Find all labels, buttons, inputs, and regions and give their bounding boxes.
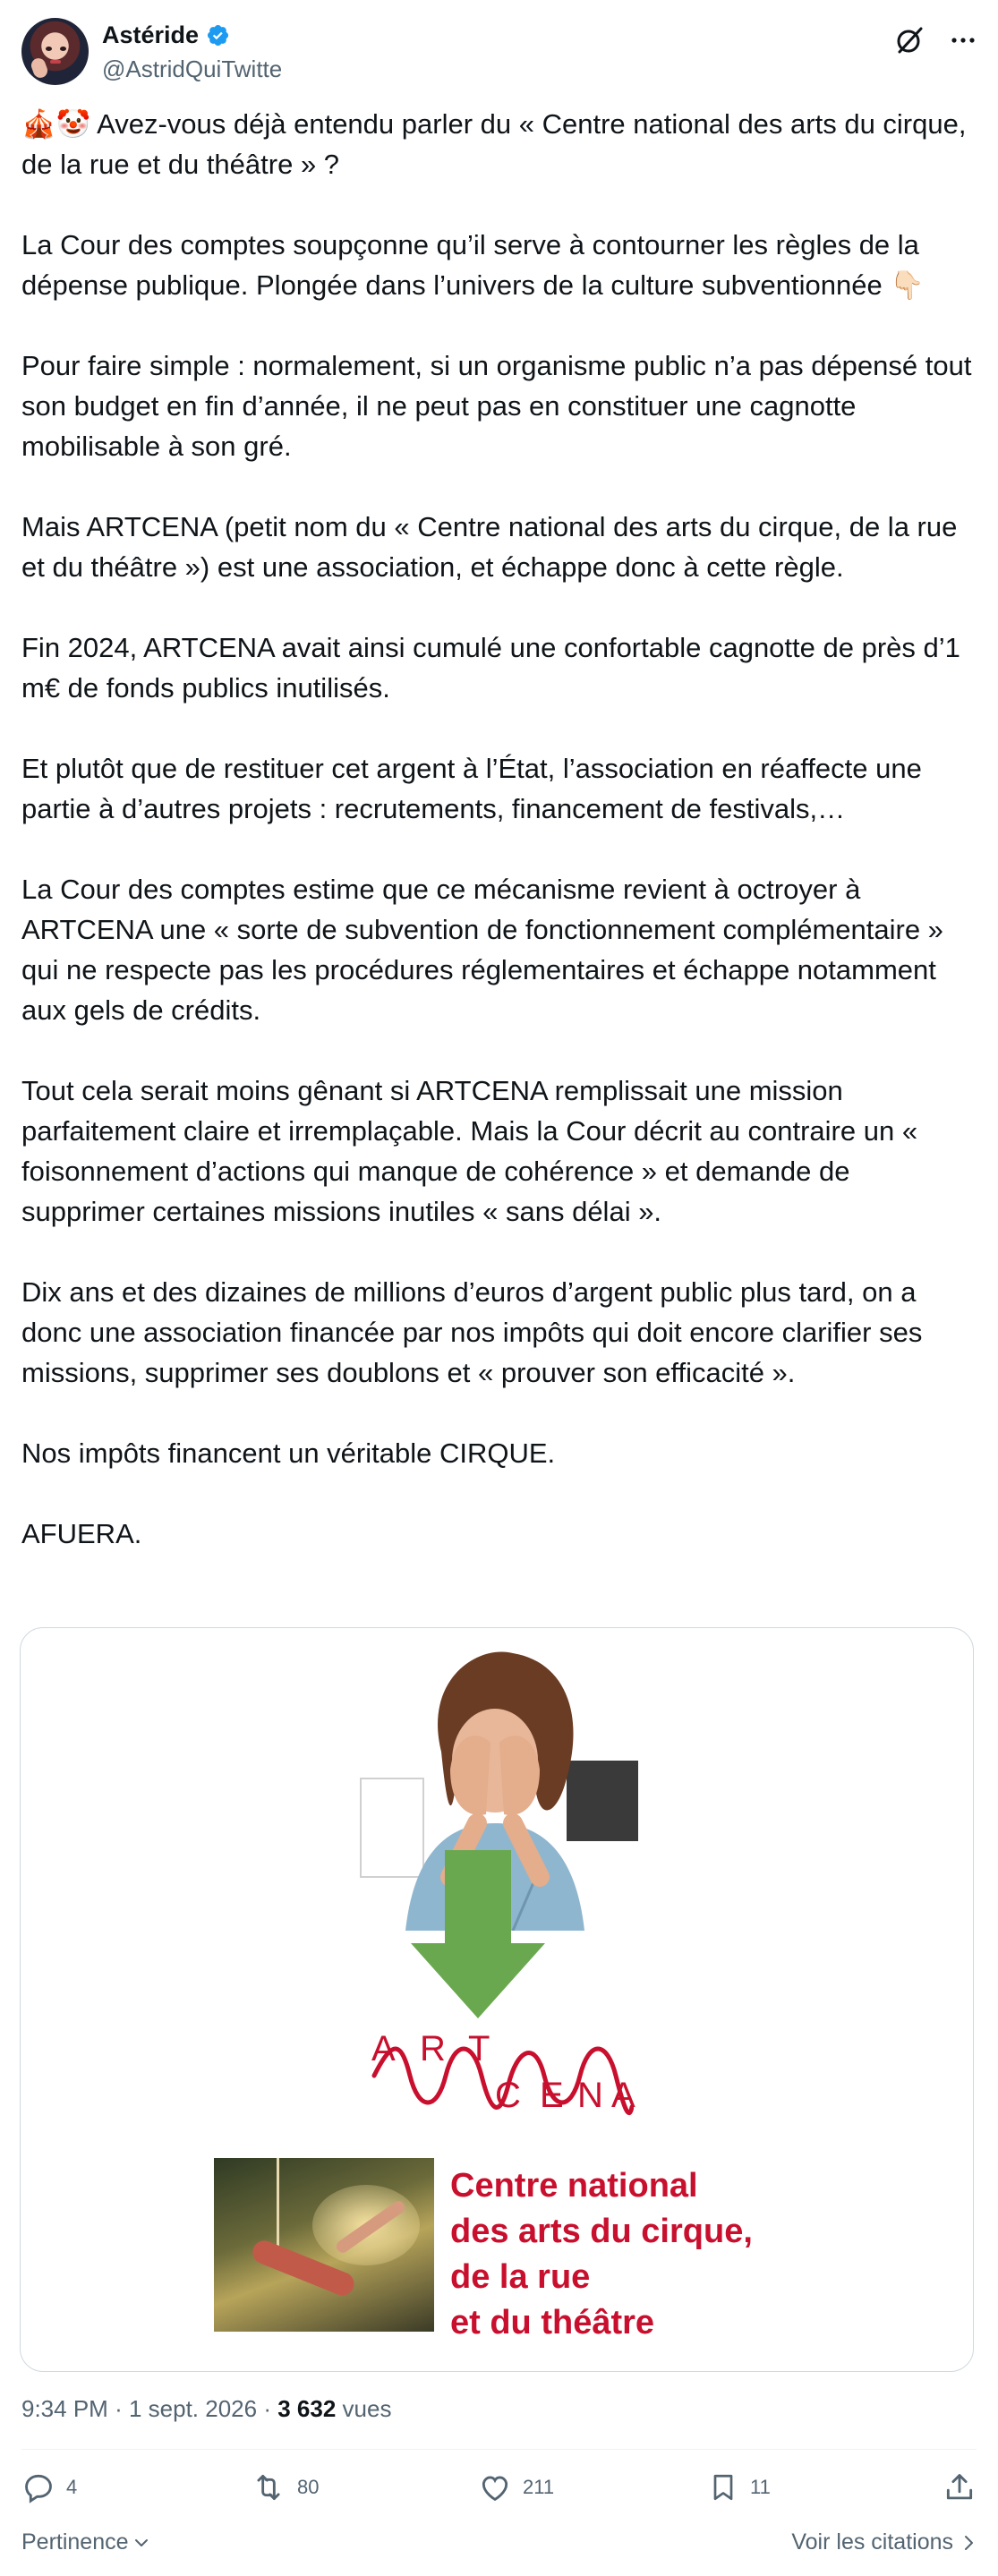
retweet-count: 80 xyxy=(297,2476,320,2498)
bookmark-button[interactable] xyxy=(707,2470,771,2504)
down-arrow-graphic xyxy=(411,1850,545,2018)
sort-dropdown[interactable] xyxy=(21,2529,150,2555)
quotes-label: Voir les citations xyxy=(791,2529,953,2555)
grok-icon[interactable] xyxy=(894,25,925,55)
tweet-text: 🎪🤡 Avez-vous déjà entendu parler du « Centre national des arts du cirque, de la rue et du théâtre » ? La Cour des comptes soupçonne qu’il serve à contourner les règles de la dépense publique. Plongée dans l’univers de la culture subventionnée 👇🏻 Pour faire simple : normalement, si un organisme public n’a pas dépensé tout son budget en fin d’année, il ne peut pas en constituer une cagnotte mobilisable à son gré. Mais ARTCENA (petit nom du « Centre national des arts du cirque, de la rue et du théâtre ») est une association, et échappe donc à cette règle. Fin 2024, ARTCENA avait ainsi cumulé une confortable cagnotte de près d’1 m€ de fonds publics inutilisés. Et plutôt que de restituer cet argent à l’État, l’association en réaffecte une partie à d’autres projets : recrutements, financement de festivals,… La Cour des comptes estime que ce mécanisme revient à octroyer à ARTCENA une « sorte de subvention de fonctionnement complémentaire » qui ne respecte pas les procédures réglementaires et échappe notamment aux gels de crédits. Tout cela serait moins gênant si ARTCENA remplissait une mission parfaitement claire et irremplaçable. Mais la Cour décrit au contraire un « foisonnement d’actions qui manque de cohérence » et demande de supprimer certaines missions inutiles « sans délai ». Dix ans et des dizaines de millions d’euros d’argent public plus tard, on a donc une association financée par nos impôts qui doit encore clarifier ses missions, supprimer ses doublons et « prouver son efficacité ». Nos impôts financent un véritable CIRQUE. AFUERA. xyxy=(21,108,972,1549)
like-count: 211 xyxy=(523,2476,555,2498)
chevron-right-icon xyxy=(960,2533,977,2553)
bookmark-icon xyxy=(707,2470,739,2504)
tweet-date[interactable]: 1 sept. 2026 xyxy=(128,2395,258,2422)
author-handle[interactable]: @AstridQuiTwitte xyxy=(102,55,283,82)
retweet-icon xyxy=(251,2470,286,2504)
avatar-hand xyxy=(30,56,50,80)
artcena-logo-text: Centre national des arts du cirque, de la rue et du théâtre xyxy=(450,2167,753,2341)
tweet-time[interactable]: 9:34 PM xyxy=(21,2395,108,2422)
logo-letter: E xyxy=(540,2076,566,2115)
like-icon xyxy=(478,2470,512,2504)
logo-letter: T xyxy=(468,2029,492,2068)
logo-letter: A xyxy=(371,2029,397,2068)
more-icon[interactable] xyxy=(950,27,977,54)
avatar[interactable] xyxy=(21,18,89,85)
sort-label: Pertinence xyxy=(21,2529,129,2555)
view-quotes-link[interactable] xyxy=(791,2529,977,2555)
reply-button[interactable] xyxy=(21,2470,77,2504)
divider xyxy=(21,2449,977,2450)
replies-footer xyxy=(21,2529,977,2565)
separator: · xyxy=(115,2395,123,2422)
header-actions xyxy=(894,25,977,55)
reply-count: 4 xyxy=(66,2476,78,2498)
share-button[interactable] xyxy=(943,2470,977,2504)
circus-acrobat-photo xyxy=(214,2158,434,2332)
share-icon xyxy=(943,2470,977,2504)
tweet-timestamp xyxy=(21,2395,391,2423)
logo-letter: N xyxy=(577,2076,605,2115)
chevron-down-icon xyxy=(132,2534,150,2552)
reply-icon xyxy=(21,2470,55,2504)
tweet-media-image[interactable] xyxy=(20,1627,974,2372)
logo-letter: C xyxy=(495,2076,523,2115)
tweet-header xyxy=(21,18,977,90)
author-name-row xyxy=(102,21,230,49)
verified-badge-icon xyxy=(206,23,230,47)
action-bar xyxy=(21,2470,977,2515)
like-button[interactable] xyxy=(478,2470,554,2504)
views-label: vues xyxy=(342,2395,392,2422)
logo-letter: A xyxy=(611,2076,637,2115)
logo-letter: R xyxy=(420,2029,448,2068)
avatar-eye xyxy=(46,47,52,51)
avatar-mouth xyxy=(50,60,61,64)
avatar-eye xyxy=(60,47,66,51)
author-display-name[interactable]: Astéride xyxy=(102,21,200,48)
retweet-button[interactable] xyxy=(251,2470,319,2504)
views-count: 3 632 xyxy=(277,2395,337,2422)
bookmark-count: 11 xyxy=(750,2476,771,2498)
separator: · xyxy=(263,2395,271,2422)
